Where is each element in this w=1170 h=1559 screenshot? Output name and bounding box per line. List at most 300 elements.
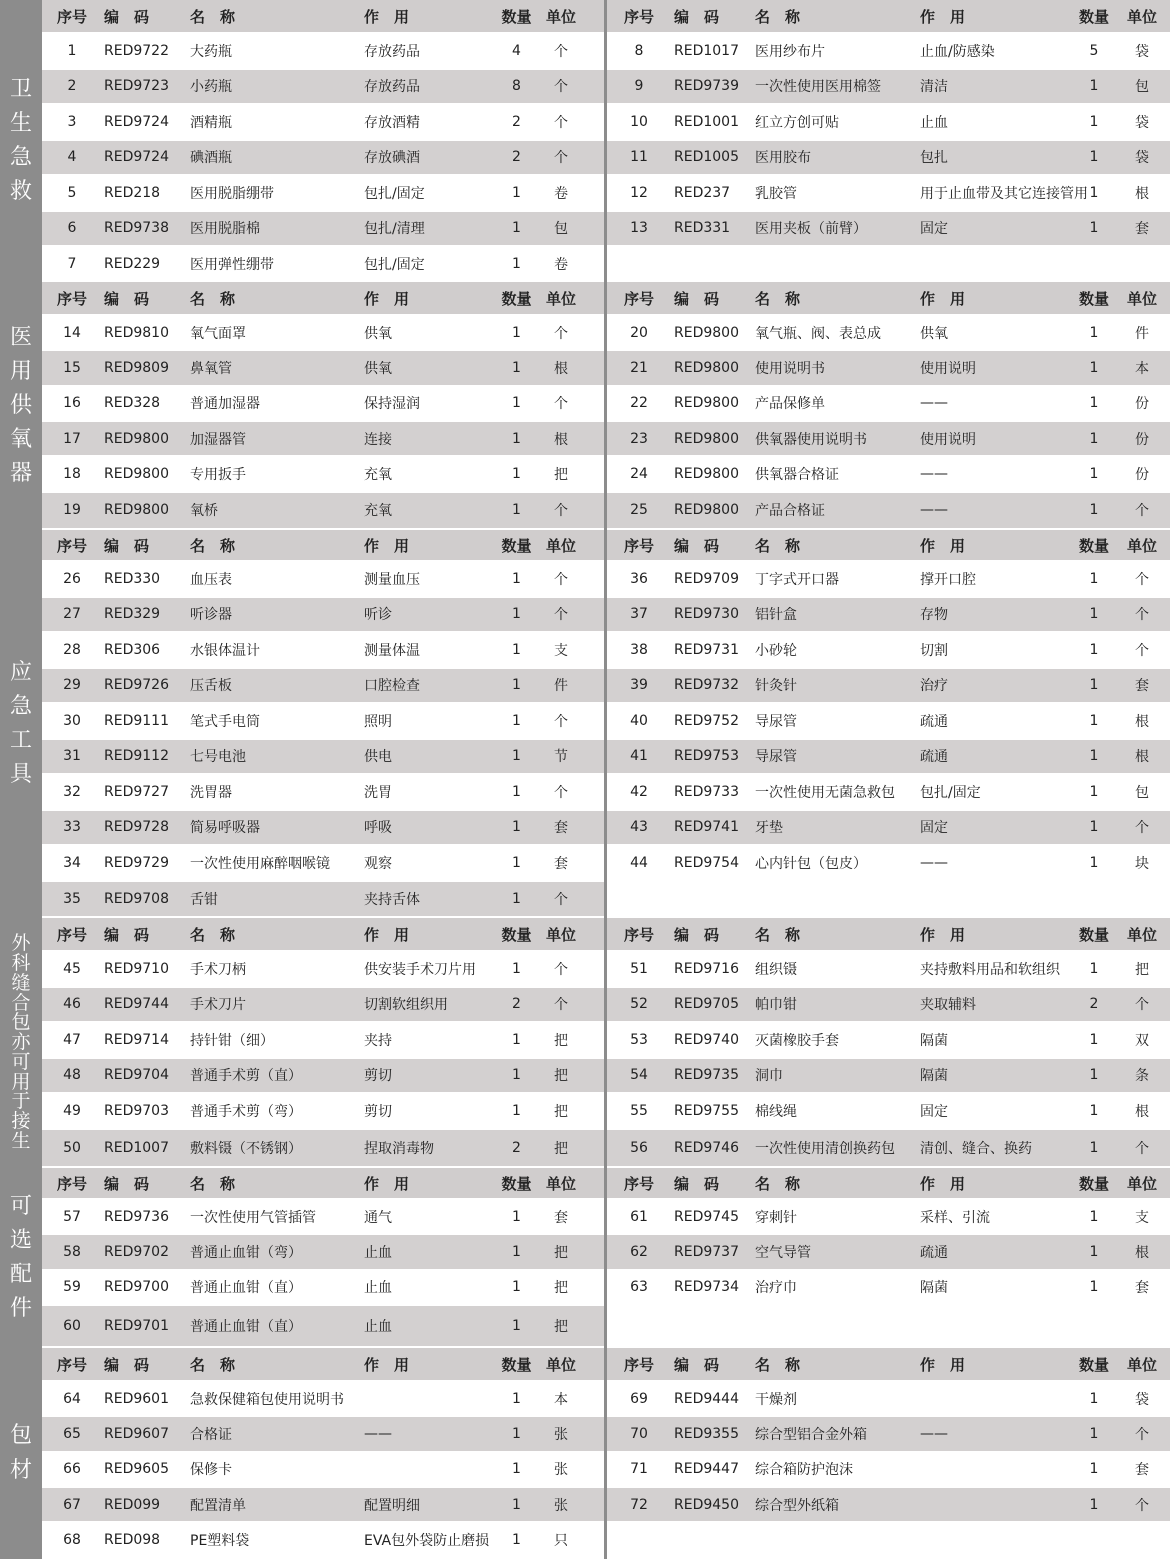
col-use: 作 用 bbox=[364, 289, 410, 308]
col-seq: 20 bbox=[630, 324, 648, 341]
col-use: 作 用 bbox=[364, 1355, 410, 1374]
col-unit: 套 bbox=[554, 1209, 568, 1226]
table-row bbox=[42, 1130, 604, 1169]
col-unit: 单位 bbox=[545, 7, 576, 26]
col-use: 清创、缝合、换药 bbox=[920, 1140, 1032, 1157]
col-name: 敷料镊（不锈钢） bbox=[190, 1140, 302, 1157]
col-use: 采样、引流 bbox=[920, 1209, 990, 1226]
col-use: 止血 bbox=[920, 114, 948, 131]
table-row bbox=[42, 387, 604, 422]
table-row bbox=[607, 351, 1170, 386]
col-unit: 袋 bbox=[1135, 150, 1149, 167]
col-name: 丁字式开口器 bbox=[755, 571, 839, 588]
table-row bbox=[607, 1382, 1170, 1417]
col-qty: 数量 bbox=[1078, 289, 1109, 308]
col-name: 供氧器合格证 bbox=[755, 466, 839, 483]
table-row bbox=[607, 669, 1170, 705]
col-use: 配置明细 bbox=[364, 1497, 420, 1514]
col-name: 组织镊 bbox=[755, 961, 797, 978]
header-row bbox=[42, 1348, 604, 1382]
table-row bbox=[607, 1417, 1170, 1452]
col-unit: 把 bbox=[1135, 961, 1149, 978]
col-name: 干燥剂 bbox=[755, 1391, 797, 1408]
col-code: RED9733 bbox=[674, 783, 739, 800]
col-unit: 个 bbox=[554, 961, 568, 978]
col-qty: 1 bbox=[512, 359, 521, 376]
col-code: RED9704 bbox=[104, 1067, 169, 1084]
col-use: 隔菌 bbox=[920, 1032, 948, 1049]
col-unit: 袋 bbox=[1135, 114, 1149, 131]
col-code: RED9111 bbox=[104, 712, 169, 729]
col-code: RED9716 bbox=[674, 960, 739, 977]
section-label-text bbox=[10, 1190, 32, 1326]
col-code: RED9736 bbox=[104, 1208, 169, 1225]
col-unit: 单位 bbox=[1126, 1355, 1157, 1374]
section-label-char: 选 bbox=[9, 1227, 32, 1253]
col-seq: 45 bbox=[63, 960, 81, 977]
table-row bbox=[42, 1453, 604, 1488]
left-table bbox=[42, 282, 604, 530]
empty-row bbox=[607, 247, 1170, 282]
col-code: RED9738 bbox=[104, 220, 169, 237]
col-unit: 个 bbox=[554, 325, 568, 342]
col-use: 夹持 bbox=[364, 1032, 392, 1049]
col-code: RED9800 bbox=[674, 502, 739, 519]
col-code: RED9800 bbox=[674, 430, 739, 447]
col-seq: 57 bbox=[63, 1208, 81, 1225]
table-row bbox=[42, 351, 604, 386]
table-row bbox=[42, 1488, 604, 1523]
col-use: 听诊 bbox=[364, 607, 392, 624]
col-use: 存放药品 bbox=[364, 43, 420, 60]
col-name: 加湿器管 bbox=[190, 431, 246, 448]
col-name: 红立方创可贴 bbox=[755, 114, 839, 131]
col-code: RED9722 bbox=[104, 42, 169, 59]
col-use: 作 用 bbox=[920, 7, 966, 26]
col-code: 编 码 bbox=[674, 289, 720, 308]
col-code: RED9809 bbox=[104, 359, 169, 376]
col-qty: 1 bbox=[512, 184, 521, 201]
col-seq: 63 bbox=[630, 1279, 648, 1296]
col-code: RED9745 bbox=[674, 1208, 739, 1225]
col-seq: 65 bbox=[63, 1425, 81, 1442]
col-name: 鼻氧管 bbox=[190, 360, 232, 377]
column-divider bbox=[604, 0, 607, 282]
col-unit: 条 bbox=[1135, 1068, 1149, 1085]
col-code: 编 码 bbox=[104, 536, 150, 555]
col-qty: 1 bbox=[512, 1317, 521, 1334]
col-seq: 25 bbox=[630, 502, 648, 519]
col-use: 使用说明 bbox=[920, 360, 976, 377]
col-use: 包扎 bbox=[920, 150, 948, 167]
col-name: 导尿管 bbox=[755, 713, 797, 730]
col-name: 帕巾钳 bbox=[755, 997, 797, 1014]
col-unit: 单位 bbox=[545, 925, 576, 944]
section-label-char: 器 bbox=[9, 461, 32, 487]
col-seq: 序号 bbox=[623, 7, 654, 26]
col-qty: 1 bbox=[1089, 502, 1099, 519]
right-table bbox=[607, 918, 1170, 1168]
col-code: RED9450 bbox=[674, 1496, 739, 1513]
col-unit: 包 bbox=[1135, 79, 1149, 96]
col-unit: 个 bbox=[554, 114, 568, 131]
col-name: 手术刀片 bbox=[190, 997, 246, 1014]
col-qty: 1 bbox=[1089, 854, 1099, 871]
col-unit: 个 bbox=[1135, 1497, 1149, 1514]
col-unit: 本 bbox=[554, 1391, 568, 1408]
col-code: 编 码 bbox=[104, 289, 150, 308]
col-seq: 56 bbox=[630, 1139, 648, 1156]
col-code: RED9607 bbox=[104, 1425, 169, 1442]
col-name: 心内针包（包皮） bbox=[755, 855, 867, 872]
col-code: RED9728 bbox=[104, 819, 169, 836]
col-qty: 数量 bbox=[501, 1174, 532, 1193]
col-qty: 4 bbox=[512, 42, 521, 59]
table-row bbox=[607, 1130, 1170, 1169]
col-qty: 8 bbox=[512, 78, 521, 95]
col-qty: 1 bbox=[1089, 113, 1099, 130]
section-label-char: 于 bbox=[11, 1090, 31, 1113]
col-qty: 1 bbox=[512, 854, 521, 871]
col-code: RED9734 bbox=[674, 1279, 739, 1296]
col-unit: 个 bbox=[554, 713, 568, 730]
col-name: 医用脱脂绷带 bbox=[190, 185, 274, 202]
col-code: RED9703 bbox=[104, 1102, 169, 1119]
col-unit: 单位 bbox=[545, 289, 576, 308]
col-qty: 1 bbox=[1089, 1461, 1099, 1478]
header-row bbox=[607, 1168, 1170, 1200]
col-use: 隔菌 bbox=[920, 1280, 948, 1297]
col-qty: 数量 bbox=[501, 7, 532, 26]
col-name: 灭菌橡胶手套 bbox=[755, 1032, 839, 1049]
col-qty: 1 bbox=[512, 606, 521, 623]
col-unit: 根 bbox=[1135, 1244, 1149, 1261]
table-row bbox=[42, 740, 604, 776]
col-unit: 根 bbox=[554, 431, 568, 448]
col-name: 医用弹性绷带 bbox=[190, 256, 274, 273]
section-label-char: 急 bbox=[9, 693, 32, 719]
section-label bbox=[0, 1168, 42, 1348]
col-seq: 9 bbox=[634, 78, 644, 95]
col-use: 包扎/固定 bbox=[364, 185, 425, 202]
col-code: RED9444 bbox=[674, 1390, 739, 1407]
table-row bbox=[607, 1453, 1170, 1488]
col-code: RED9752 bbox=[674, 712, 739, 729]
col-unit: 根 bbox=[554, 360, 568, 377]
table-row bbox=[42, 493, 604, 531]
col-use: 供氧 bbox=[364, 360, 392, 377]
col-qty: 1 bbox=[512, 960, 521, 977]
col-seq: 序号 bbox=[56, 1174, 87, 1193]
col-use: 止血/防感染 bbox=[920, 43, 995, 60]
section-label-char: 用 bbox=[9, 358, 32, 384]
col-seq: 39 bbox=[630, 677, 648, 694]
table-row bbox=[42, 1271, 604, 1306]
col-code: RED9710 bbox=[104, 960, 169, 977]
col-seq: 48 bbox=[63, 1067, 81, 1084]
table-row bbox=[42, 1200, 604, 1235]
col-qty: 1 bbox=[1089, 712, 1099, 729]
col-name: 氧气瓶、阀、表总成 bbox=[755, 325, 881, 342]
col-name: 一次性使用医用棉签 bbox=[755, 79, 881, 96]
col-name: 名 称 bbox=[190, 289, 236, 308]
col-seq: 7 bbox=[67, 255, 77, 272]
col-qty: 1 bbox=[1089, 1031, 1099, 1048]
col-seq: 23 bbox=[630, 430, 648, 447]
col-qty: 1 bbox=[1089, 184, 1099, 201]
col-use bbox=[920, 1488, 1080, 1521]
col-code: 编 码 bbox=[674, 1355, 720, 1374]
right-table bbox=[607, 282, 1170, 530]
col-code: RED330 bbox=[104, 570, 161, 587]
col-use: 存放酒精 bbox=[364, 114, 420, 131]
col-unit: 支 bbox=[1135, 1209, 1149, 1226]
col-unit: 个 bbox=[554, 396, 568, 413]
col-unit: 个 bbox=[1135, 1426, 1149, 1443]
section-label-text bbox=[11, 934, 30, 1151]
col-unit: 本 bbox=[1135, 360, 1149, 377]
section-label bbox=[0, 918, 42, 1168]
col-name: 名 称 bbox=[190, 925, 236, 944]
table-row bbox=[42, 1023, 604, 1059]
table-row bbox=[42, 1059, 604, 1095]
col-code: 编 码 bbox=[674, 7, 720, 26]
col-seq: 序号 bbox=[623, 1355, 654, 1374]
col-use: 存物 bbox=[920, 607, 948, 624]
col-use: 用于止血带及其它连接管用 bbox=[920, 185, 1088, 202]
table-row bbox=[42, 247, 604, 282]
col-use: 疏通 bbox=[920, 1244, 948, 1261]
table-row bbox=[42, 212, 604, 248]
col-use: 止血 bbox=[364, 1244, 392, 1261]
col-use: 连接 bbox=[364, 431, 392, 448]
col-seq: 8 bbox=[634, 42, 644, 59]
col-qty: 1 bbox=[512, 395, 521, 412]
col-seq: 70 bbox=[630, 1425, 648, 1442]
col-code: RED9735 bbox=[674, 1067, 739, 1084]
col-name: 氧桥 bbox=[190, 503, 218, 520]
col-code: RED9737 bbox=[674, 1243, 739, 1260]
col-name: 舌钳 bbox=[190, 891, 218, 908]
col-unit: 根 bbox=[1135, 185, 1149, 202]
col-seq: 4 bbox=[67, 149, 77, 166]
col-seq: 序号 bbox=[623, 536, 654, 555]
col-qty: 1 bbox=[512, 1208, 521, 1225]
col-unit: 个 bbox=[1135, 607, 1149, 624]
col-qty: 1 bbox=[512, 1279, 521, 1296]
table-row bbox=[607, 562, 1170, 598]
col-seq: 47 bbox=[63, 1031, 81, 1048]
col-seq: 序号 bbox=[56, 289, 87, 308]
section-label-char: 包 bbox=[11, 1011, 31, 1034]
col-use: 作 用 bbox=[364, 536, 410, 555]
col-seq: 44 bbox=[630, 854, 648, 871]
table-row bbox=[607, 212, 1170, 248]
col-unit: 个 bbox=[554, 571, 568, 588]
col-use: 包扎/固定 bbox=[920, 784, 981, 801]
col-qty: 数量 bbox=[1078, 536, 1109, 555]
col-qty: 1 bbox=[512, 1496, 521, 1513]
col-code: RED237 bbox=[674, 184, 731, 201]
col-unit: 个 bbox=[1135, 997, 1149, 1014]
col-name: 名 称 bbox=[190, 1174, 236, 1193]
col-code: RED1017 bbox=[674, 42, 739, 59]
section-label-text bbox=[10, 656, 32, 792]
col-code: RED9112 bbox=[104, 748, 169, 765]
col-qty: 1 bbox=[512, 324, 521, 341]
col-name: 专用扳手 bbox=[190, 466, 246, 483]
col-qty: 1 bbox=[1089, 359, 1099, 376]
col-use bbox=[364, 1453, 494, 1486]
col-name: 名 称 bbox=[190, 7, 236, 26]
col-seq: 36 bbox=[630, 570, 648, 587]
col-use: —— bbox=[920, 502, 948, 519]
col-use: 存放药品 bbox=[364, 79, 420, 96]
col-use: 充氧 bbox=[364, 503, 392, 520]
col-use bbox=[364, 1382, 494, 1415]
col-unit: 把 bbox=[554, 466, 568, 483]
col-code: RED9755 bbox=[674, 1102, 739, 1119]
table-row bbox=[42, 1382, 604, 1417]
col-qty: 1 bbox=[1089, 78, 1099, 95]
col-seq: 3 bbox=[67, 113, 77, 130]
col-use: 疏通 bbox=[920, 749, 948, 766]
col-qty: 1 bbox=[1089, 149, 1099, 166]
table-row bbox=[42, 457, 604, 492]
col-code: RED331 bbox=[674, 220, 731, 237]
table-row bbox=[607, 952, 1170, 988]
col-unit: 单位 bbox=[545, 1355, 576, 1374]
col-seq: 1 bbox=[67, 42, 77, 59]
table-row bbox=[42, 988, 604, 1024]
col-name: PE塑料袋 bbox=[190, 1533, 250, 1550]
col-unit: 套 bbox=[554, 855, 568, 872]
col-qty: 1 bbox=[512, 255, 521, 272]
col-code: RED229 bbox=[104, 255, 161, 272]
col-unit: 把 bbox=[554, 1032, 568, 1049]
right-table bbox=[607, 1348, 1170, 1559]
col-use: 夹持敷料用品和软组织 bbox=[920, 961, 1060, 978]
col-qty: 1 bbox=[512, 677, 521, 694]
col-use: —— bbox=[364, 1425, 392, 1442]
col-use: 保持湿润 bbox=[364, 396, 420, 413]
col-name: 医用夹板（前臂） bbox=[755, 221, 867, 238]
col-use: 使用说明 bbox=[920, 431, 976, 448]
empty-row bbox=[607, 1523, 1170, 1559]
col-unit: 份 bbox=[1135, 396, 1149, 413]
col-seq: 29 bbox=[63, 677, 81, 694]
section-label-char: 急 bbox=[9, 145, 32, 170]
col-unit: 套 bbox=[1135, 1280, 1149, 1297]
col-name: 名 称 bbox=[190, 1355, 236, 1374]
col-seq: 64 bbox=[63, 1390, 81, 1407]
col-seq: 66 bbox=[63, 1461, 81, 1478]
col-name: 综合型铝合金外箱 bbox=[755, 1426, 867, 1443]
col-unit: 节 bbox=[554, 749, 568, 766]
col-name: 综合箱防护泡沫 bbox=[755, 1462, 853, 1479]
col-code: 编 码 bbox=[104, 1355, 150, 1374]
col-name: 普通加湿器 bbox=[190, 396, 260, 413]
col-code: RED099 bbox=[104, 1496, 161, 1513]
header-row bbox=[607, 282, 1170, 316]
col-name: 导尿管 bbox=[755, 749, 797, 766]
col-use bbox=[920, 1453, 1080, 1486]
col-seq: 6 bbox=[67, 220, 77, 237]
col-code: RED9700 bbox=[104, 1279, 169, 1296]
col-name: 大药瓶 bbox=[190, 43, 232, 60]
table-row bbox=[42, 882, 604, 919]
col-seq: 55 bbox=[630, 1102, 648, 1119]
col-code: RED9800 bbox=[104, 502, 169, 519]
col-name: 洞巾 bbox=[755, 1068, 783, 1085]
col-qty: 1 bbox=[1089, 819, 1099, 836]
table-row bbox=[42, 1417, 604, 1452]
col-use: 照明 bbox=[364, 713, 392, 730]
section-label-char: 缝 bbox=[11, 971, 31, 994]
col-name: 名 称 bbox=[755, 7, 801, 26]
col-qty: 1 bbox=[512, 748, 521, 765]
col-qty: 1 bbox=[1089, 641, 1099, 658]
col-name: 七号电池 bbox=[190, 749, 246, 766]
col-seq: 31 bbox=[63, 748, 81, 765]
table-row bbox=[42, 952, 604, 988]
left-table bbox=[42, 0, 604, 282]
section-3 bbox=[0, 530, 1170, 918]
column-divider bbox=[604, 1168, 607, 1348]
col-name: 穿刺针 bbox=[755, 1209, 797, 1226]
header-row bbox=[42, 530, 604, 562]
table-row bbox=[42, 422, 604, 457]
col-seq: 序号 bbox=[56, 536, 87, 555]
col-seq: 38 bbox=[630, 641, 648, 658]
col-qty: 数量 bbox=[1078, 925, 1109, 944]
table-row bbox=[607, 1488, 1170, 1523]
section-label-char: 生 bbox=[9, 110, 32, 136]
col-seq: 34 bbox=[63, 854, 81, 871]
table-row bbox=[607, 598, 1170, 634]
col-code: RED9726 bbox=[104, 677, 169, 694]
col-name: 医用脱脂棉 bbox=[190, 221, 260, 238]
col-qty: 1 bbox=[512, 502, 521, 519]
col-seq: 60 bbox=[63, 1317, 81, 1334]
col-seq: 15 bbox=[63, 359, 81, 376]
empty-row bbox=[607, 1306, 1170, 1348]
col-use: 供电 bbox=[364, 749, 392, 766]
left-table bbox=[42, 1348, 604, 1559]
table-row bbox=[42, 775, 604, 811]
col-qty: 1 bbox=[1089, 220, 1099, 237]
table-row bbox=[42, 633, 604, 669]
col-qty: 1 bbox=[512, 1102, 521, 1119]
col-name: 铝针盒 bbox=[755, 607, 797, 624]
col-use: 固定 bbox=[920, 820, 948, 837]
col-qty: 1 bbox=[512, 1425, 521, 1442]
table-row bbox=[607, 811, 1170, 847]
col-code: RED9731 bbox=[674, 641, 739, 658]
col-name: 综合型外纸箱 bbox=[755, 1497, 839, 1514]
header-row bbox=[607, 918, 1170, 952]
table-row bbox=[42, 1094, 604, 1130]
col-use: 隔菌 bbox=[920, 1068, 948, 1085]
table-row bbox=[607, 493, 1170, 531]
col-name: 名 称 bbox=[755, 536, 801, 555]
col-code: 编 码 bbox=[674, 1174, 720, 1193]
col-seq: 59 bbox=[63, 1279, 81, 1296]
col-unit: 支 bbox=[554, 642, 568, 659]
col-unit: 套 bbox=[1135, 678, 1149, 695]
col-use: 治疗 bbox=[920, 678, 948, 695]
col-code: RED9800 bbox=[104, 465, 169, 482]
